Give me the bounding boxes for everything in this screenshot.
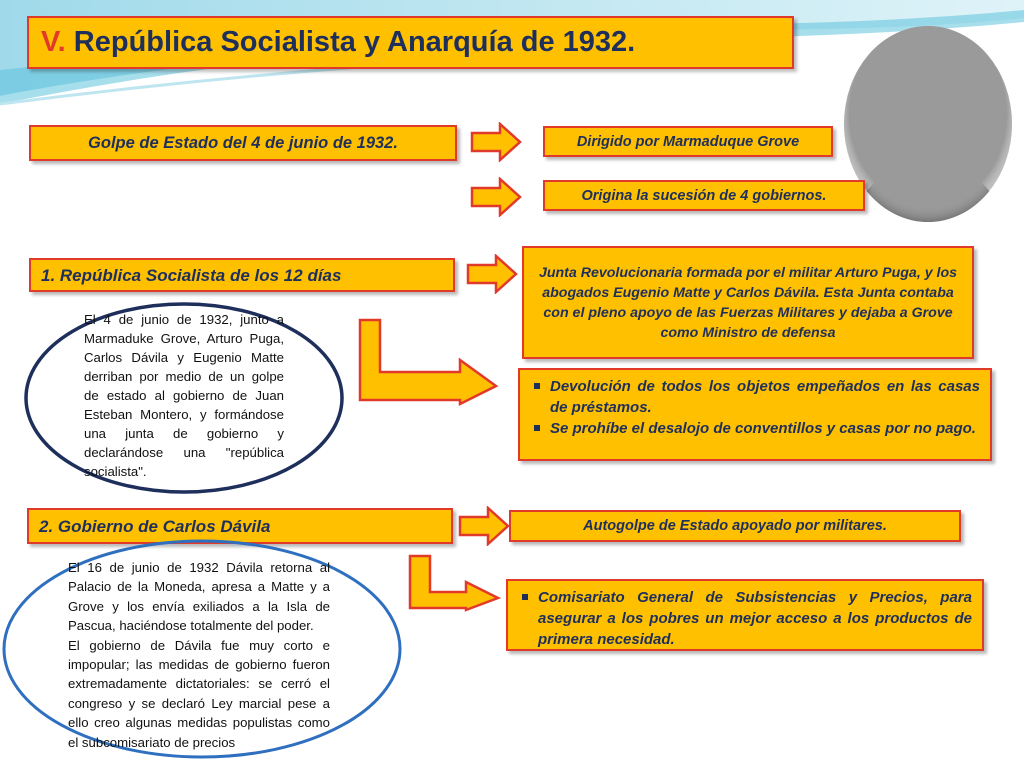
autogolpe-box	[509, 510, 961, 542]
arrow-right-icon	[466, 254, 518, 294]
oval1-text	[84, 310, 284, 481]
golpe-label-box	[29, 125, 457, 161]
section2-measures-list	[516, 587, 972, 650]
section1-measures-list	[528, 376, 980, 439]
golpe-point-2	[543, 180, 865, 211]
section2-measures-box	[506, 579, 984, 651]
portrait-photo	[843, 24, 1013, 222]
autogolpe-text: Autogolpe de Estado apoyado por militares.	[583, 518, 887, 534]
title-text: República Socialista y Anarquía de 1932.	[65, 26, 636, 58]
section1-label: 1. República Socialista de los 12 días	[41, 266, 342, 285]
list-item: Se prohíbe el desalojo de conventillos y casas por no pago.	[528, 418, 980, 439]
oval2-paragraph-1: El 16 de junio de 1932 Dávila retorna al Palacio de la Moneda, apresa a Matte y a Grove y los envía exiliados a la Isla de Pascua, haciéndose totalmente del poder.	[68, 560, 330, 634]
arrow-right-icon	[458, 506, 510, 546]
golpe-point-1	[543, 126, 833, 157]
arrow-right-icon	[470, 122, 522, 162]
golpe-point-1-text: Dirigido por Marmaduque Grove	[576, 133, 800, 150]
arrow-right-icon	[470, 177, 522, 217]
golpe-point-2-text: Origina la sucesión de 4 gobiernos.	[581, 187, 827, 204]
section1-label-box	[29, 258, 455, 292]
section2-label: 2. Gobierno de Carlos Dávila	[39, 517, 271, 536]
section1-measures-box	[518, 368, 992, 461]
slide-title	[27, 16, 794, 69]
bent-arrow-icon	[356, 316, 502, 408]
bent-arrow-icon	[406, 552, 502, 612]
golpe-label: Golpe de Estado del 4 de junio de 1932.	[88, 133, 398, 152]
oval1-paragraph: El 4 de junio de 1932, junto a Marmaduke Grove, Arturo Puga, Carlos Dávila y Eugenio Matte derriban por medio de un golpe de estado al gobierno de Juan Esteban Montero, y formándose una junta de gobierno y declarándose una "república socialista".	[84, 312, 284, 479]
list-item: Comisariato General de Subsistencias y Precios, para asegurar a los pobres un mejor acceso a los productos de primera necesidad.	[516, 587, 972, 650]
title-number: V.	[41, 26, 66, 58]
list-item: Devolución de todos los objetos empeñados en las casas de préstamos.	[528, 376, 980, 418]
junta-text: Junta Revolucionaria formada por el militar Arturo Puga, y los abogados Eugenio Matte y Carlos Dávila. Esta Junta contaba con el pleno apoyo de las Fuerzas Militares y dejaba a Grove como Ministro de defensa	[538, 264, 958, 341]
junta-box	[522, 246, 974, 359]
oval2-text	[68, 558, 330, 752]
oval2-paragraph-2: El gobierno de Dávila fue muy corto e impopular; las medidas de gobierno fueron extremadamente dictatoriales: se cerró el congreso y se declaró Ley marcial pese a ello creo algunas medidas populistas como el subcomisariato de precios	[68, 637, 330, 750]
